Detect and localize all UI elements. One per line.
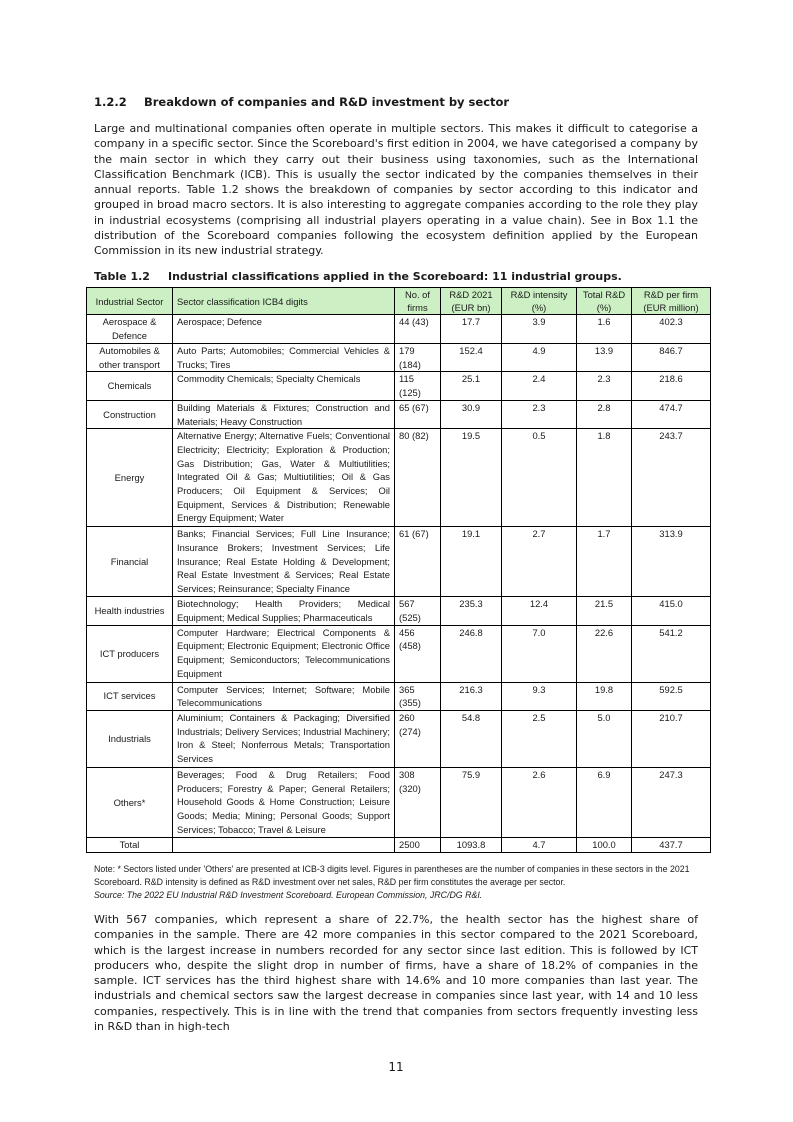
rd-2021-cell: 25.1 — [441, 372, 502, 400]
icb-classification-cell: Computer Hardware; Electrical Components & Equipment; Electronic Equipment; Electronic Office Equipment; Semiconductors; Telecommunications Equipment — [173, 625, 395, 682]
icb-classification-cell: Alternative Energy; Alternative Fuels; Conventional Electricity; Electricity; Exploration & Production; Gas Distribution; Gas, Water & Multiutilities; Integrated Oil & Gas; Multiutilities; Oil & Gas Producers; Oil Equipment & Services; Oil Equipment, Services & Distribution; Renewable Energy Equipment; Water — [173, 429, 395, 527]
source-text: Source: The 2022 EU Industrial R&D Investment Scoreboard. European Commission, JRC/DG R&I. — [94, 890, 483, 900]
rd-intensity-cell: 3.9 — [502, 315, 577, 344]
rd-intensity-cell: 4.9 — [502, 344, 577, 372]
firms-cell: 567 (525) — [395, 597, 441, 625]
rd-2021-cell: 19.5 — [441, 429, 502, 527]
section-title: Breakdown of companies and R&D investment by sector — [144, 95, 510, 109]
total-rd-cell: 2.3 — [577, 372, 632, 400]
icb-classification-cell: Biotechnology; Health Providers; Medical Equipment; Medical Supplies; Pharmaceuticals — [173, 597, 395, 625]
rd-per-firm-cell: 218.6 — [632, 372, 711, 400]
firms-cell: 65 (67) — [395, 400, 441, 428]
table-row — [87, 768, 711, 838]
sector-cell: Aerospace & Defence — [87, 315, 173, 344]
firms-cell: 61 (67) — [395, 527, 441, 597]
rd-per-firm-cell: 247.3 — [632, 768, 711, 838]
rd-2021-cell: 30.9 — [441, 400, 502, 428]
sector-cell: ICT producers — [87, 625, 173, 682]
header-icb-classification: Sector classification ICB4 digits — [173, 288, 395, 315]
rd-per-firm-cell: 243.7 — [632, 429, 711, 527]
rd-intensity-cell: 2.4 — [502, 372, 577, 400]
table-row — [87, 344, 711, 372]
firms-cell: 115 (125) — [395, 372, 441, 400]
rd-2021-cell: 1093.8 — [441, 838, 502, 853]
sector-cell: Health industries — [87, 597, 173, 625]
table-row — [87, 838, 711, 853]
rd-intensity-cell: 2.3 — [502, 400, 577, 428]
icb-classification-cell: Building Materials & Fixtures; Construction and Materials; Heavy Construction — [173, 400, 395, 428]
rd-per-firm-cell: 846.7 — [632, 344, 711, 372]
total-rd-cell: 1.8 — [577, 429, 632, 527]
sector-classification-table — [86, 287, 711, 853]
section-heading — [94, 95, 509, 109]
page-number: 11 — [388, 1060, 404, 1074]
firms-cell: 308 (320) — [395, 768, 441, 838]
note-text: Note: * Sectors listed under 'Others' are presented at ICB-3 digits level. Figures in parentheses are the number of companies in these sectors in the 2021 Scoreboard. R&D intensity is defined as R&D investment over net sales, R&D per firm constitutes the average per sector. — [94, 864, 690, 887]
sector-cell: Total — [87, 838, 173, 853]
header-rd-intensity: R&D intensity (%) — [502, 288, 577, 315]
rd-intensity-cell: 2.5 — [502, 711, 577, 768]
rd-intensity-cell: 4.7 — [502, 838, 577, 853]
intro-paragraph: Large and multinational companies often operate in multiple sectors. This makes it difficult to categorise a company in a specific sector. Since the Scoreboard's first edition in 2004, we have categorised a company by the main sector in which they carry out their business using taxonomies, such as the International Classification Benchmark (ICB). This is usually the sector indicated by the companies themselves in their annual reports. Table 1.2 shows the breakdown of companies by sector according to this indicator and grouped in broad macro sectors. It is also interesting to aggregate companies according to the role they play in industrial ecosystems (comprising all industrial players operating in a value chain). See in Box 1.1 the distribution of the Scoreboard companies following the ecosystem definition applied by the European Commission in its new industrial strategy. — [94, 122, 698, 258]
icb-classification-cell: Beverages; Food & Drug Retailers; Food Producers; Forestry & Paper; General Retailers; Household Goods & Home Construction; Leisure Goods; Media; Mining; Personal Goods; Support Services; Tobacco; Travel & Leisure — [173, 768, 395, 838]
sector-cell: Industrials — [87, 711, 173, 768]
sector-cell: Chemicals — [87, 372, 173, 400]
table-title: Industrial classifications applied in the Scoreboard: 11 industrial groups. — [168, 270, 622, 283]
table-header-row — [87, 288, 711, 315]
table-row — [87, 429, 711, 527]
rd-2021-cell: 235.3 — [441, 597, 502, 625]
rd-2021-cell: 19.1 — [441, 527, 502, 597]
table-row — [87, 400, 711, 428]
rd-intensity-cell: 7.0 — [502, 625, 577, 682]
sector-cell: Financial — [87, 527, 173, 597]
firms-cell: 456 (458) — [395, 625, 441, 682]
total-rd-cell: 22.6 — [577, 625, 632, 682]
total-rd-cell: 1.7 — [577, 527, 632, 597]
table-row — [87, 372, 711, 400]
total-rd-cell: 13.9 — [577, 344, 632, 372]
header-total-rd: Total R&D (%) — [577, 288, 632, 315]
icb-classification-cell: Banks; Financial Services; Full Line Insurance; Insurance Brokers; Investment Services; Life Insurance; Real Estate Holding & Development; Real Estate Investment & Services; Real Estate Services; Reinsurance; Specialty Finance — [173, 527, 395, 597]
table-note — [94, 863, 698, 902]
total-rd-cell: 21.5 — [577, 597, 632, 625]
rd-2021-cell: 17.7 — [441, 315, 502, 344]
firms-cell: 365 (355) — [395, 682, 441, 710]
firms-cell: 179 (184) — [395, 344, 441, 372]
rd-per-firm-cell: 210.7 — [632, 711, 711, 768]
total-rd-cell: 6.9 — [577, 768, 632, 838]
firms-cell: 80 (82) — [395, 429, 441, 527]
icb-classification-cell: Aerospace; Defence — [173, 315, 395, 344]
rd-2021-cell: 152.4 — [441, 344, 502, 372]
total-rd-cell: 1.6 — [577, 315, 632, 344]
icb-classification-cell: Auto Parts; Automobiles; Commercial Vehicles & Trucks; Tires — [173, 344, 395, 372]
header-rd-per-firm: R&D per firm (EUR million) — [632, 288, 711, 315]
header-no-of-firms: No. of firms — [395, 288, 441, 315]
table-row — [87, 682, 711, 710]
firms-cell: 2500 — [395, 838, 441, 853]
rd-intensity-cell: 0.5 — [502, 429, 577, 527]
total-rd-cell: 5.0 — [577, 711, 632, 768]
table-row — [87, 597, 711, 625]
table-row — [87, 527, 711, 597]
sector-cell: Automobiles & other transport — [87, 344, 173, 372]
sector-cell: Construction — [87, 400, 173, 428]
firms-cell: 44 (43) — [395, 315, 441, 344]
header-rd-2021: R&D 2021 (EUR bn) — [441, 288, 502, 315]
rd-intensity-cell: 2.6 — [502, 768, 577, 838]
icb-classification-cell: Aluminium; Containers & Packaging; Diversified Industrials; Delivery Services; Industrial Machinery; Iron & Steel; Nonferrous Metals; Transportation Services — [173, 711, 395, 768]
rd-2021-cell: 75.9 — [441, 768, 502, 838]
table-row — [87, 315, 711, 344]
table-caption — [94, 270, 622, 283]
sector-cell: Energy — [87, 429, 173, 527]
total-rd-cell: 100.0 — [577, 838, 632, 853]
rd-per-firm-cell: 474.7 — [632, 400, 711, 428]
icb-classification-cell: Computer Services; Internet; Software; Mobile Telecommunications — [173, 682, 395, 710]
sector-cell: ICT services — [87, 682, 173, 710]
section-number: 1.2.2 — [94, 95, 127, 109]
table-body — [87, 315, 711, 853]
table-row — [87, 711, 711, 768]
icb-classification-cell: Commodity Chemicals; Specialty Chemicals — [173, 372, 395, 400]
rd-intensity-cell: 2.7 — [502, 527, 577, 597]
table-row — [87, 625, 711, 682]
total-rd-cell: 2.8 — [577, 400, 632, 428]
table-label: Table 1.2 — [94, 270, 150, 283]
sector-cell: Others* — [87, 768, 173, 838]
rd-per-firm-cell: 415.0 — [632, 597, 711, 625]
firms-cell: 260 (274) — [395, 711, 441, 768]
rd-per-firm-cell: 402.3 — [632, 315, 711, 344]
rd-intensity-cell: 9.3 — [502, 682, 577, 710]
total-rd-cell: 19.8 — [577, 682, 632, 710]
rd-2021-cell: 54.8 — [441, 711, 502, 768]
rd-per-firm-cell: 313.9 — [632, 527, 711, 597]
rd-intensity-cell: 12.4 — [502, 597, 577, 625]
rd-2021-cell: 216.3 — [441, 682, 502, 710]
icb-classification-cell — [173, 838, 395, 853]
rd-2021-cell: 246.8 — [441, 625, 502, 682]
header-industrial-sector: Industrial Sector — [87, 288, 173, 315]
analysis-paragraph: With 567 companies, which represent a share of 22.7%, the health sector has the highest share of companies in the sample. There are 42 more companies in this sector compared to the 2021 Scoreboard, which is the largest increase in numbers recorded for any sector since last edition. This is followed by ICT producers who, despite the slight drop in number of firms, have a share of 18.2% of companies in the sample. ICT services has the third highest share with 14.6% and 10 more companies than last year. The industrials and chemical sectors saw the largest decrease in companies since last year, with 14 and 10 less companies, respectively. This is in line with the trend that companies from sectors frequently investing less in R&D than in high-tech — [94, 913, 698, 1034]
rd-per-firm-cell: 437.7 — [632, 838, 711, 853]
rd-per-firm-cell: 592.5 — [632, 682, 711, 710]
rd-per-firm-cell: 541.2 — [632, 625, 711, 682]
